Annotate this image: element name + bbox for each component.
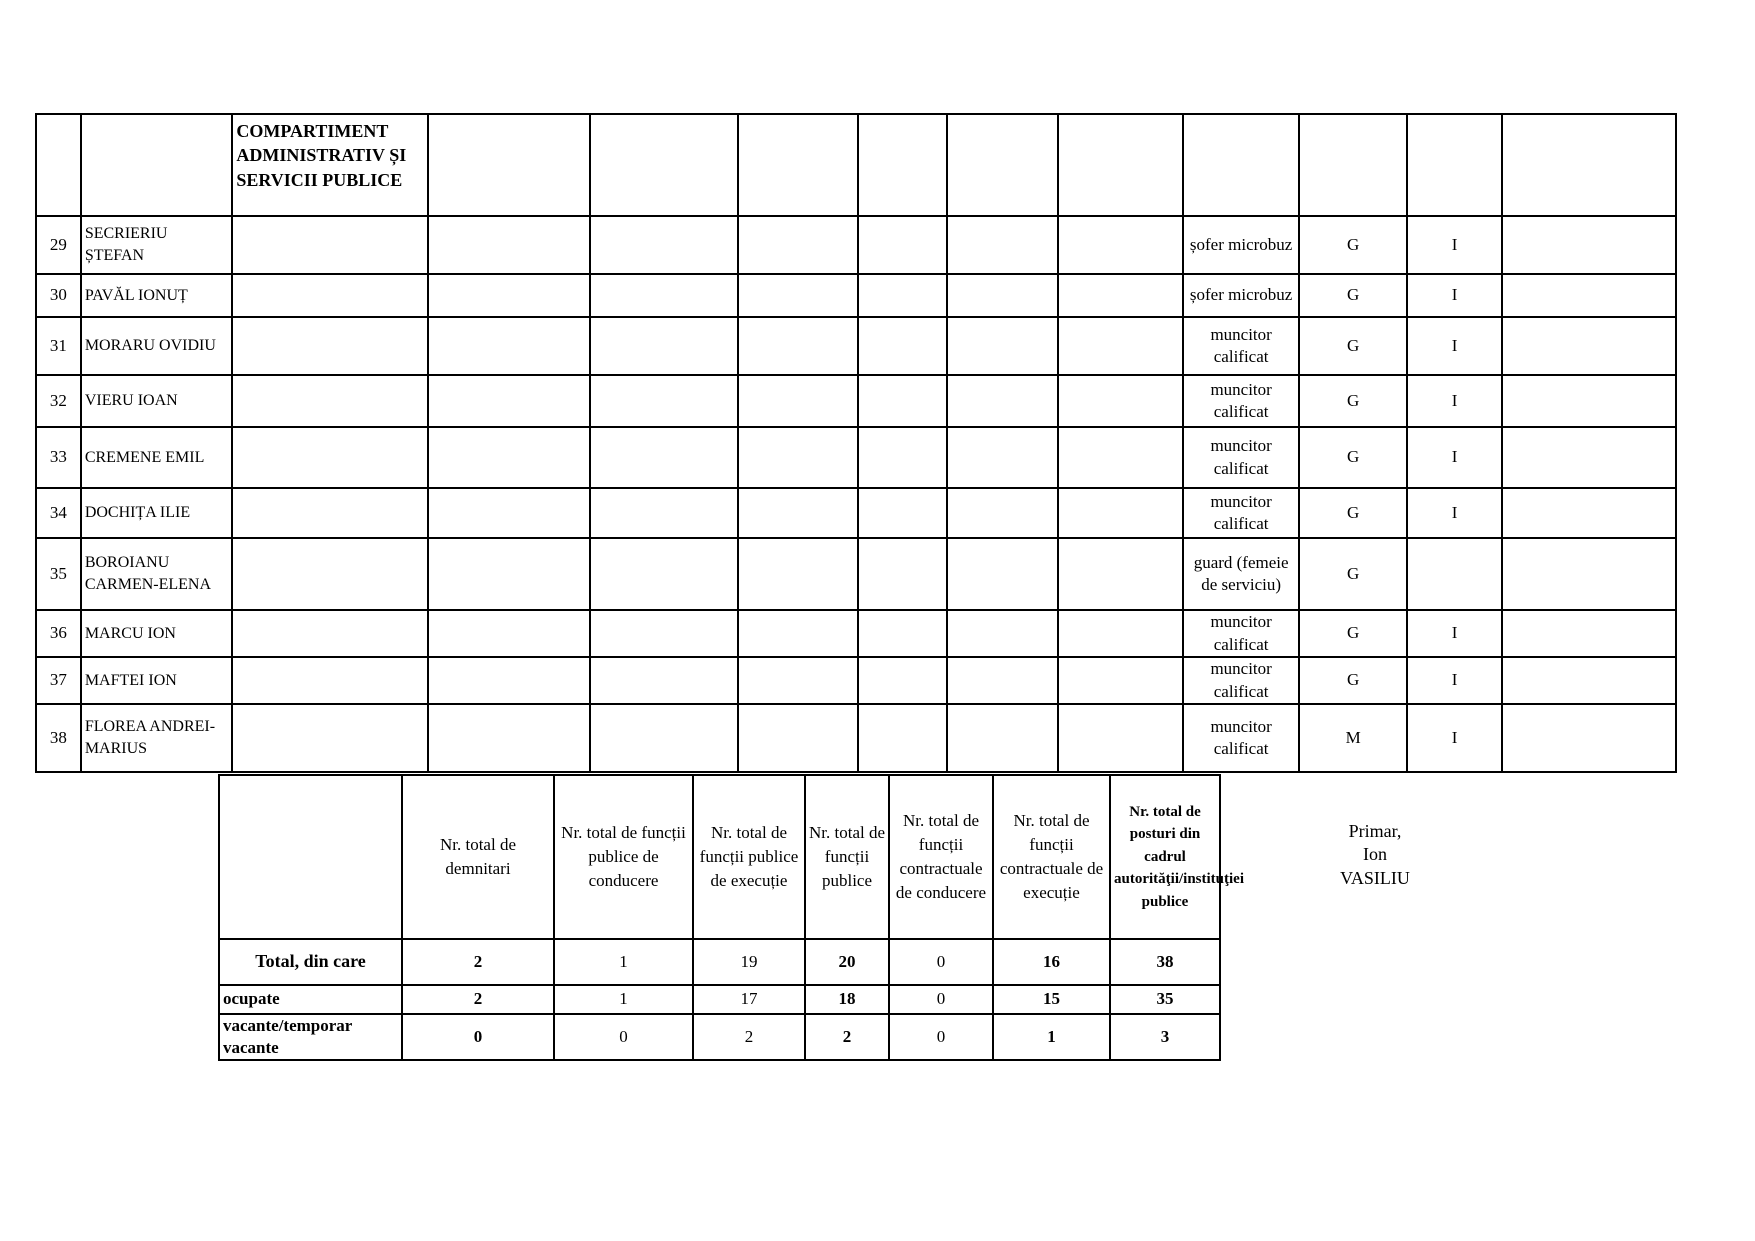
value-cell: 1 [554,985,693,1014]
employee-name: DOCHIȚA ILIE [81,488,233,538]
value-cell: 3 [1110,1014,1220,1060]
header-total-dignitaries: Nr. total de demnitari [402,775,554,939]
section-header-row [36,114,1676,216]
grade: I [1407,216,1502,274]
grade: I [1407,317,1502,375]
grade: I [1407,488,1502,538]
table-row [36,274,1676,317]
value-cell: 0 [889,939,993,985]
value-cell: 1 [554,939,693,985]
value-cell: 18 [805,985,889,1014]
summary-row-total [219,939,1220,985]
row-number: 38 [36,704,81,772]
job-title: muncitor calificat [1183,657,1299,704]
grade [1407,538,1502,610]
table-row [36,216,1676,274]
header-total-posts: Nr. total de posturi din cadrul autorităţii/instituţiei publice [1110,775,1220,939]
studies-level: G [1299,375,1407,427]
grade: I [1407,274,1502,317]
table-row [36,610,1676,657]
employee-name: FLOREA ANDREI-MARIUS [81,704,233,772]
summary-row-occupied [219,985,1220,1014]
section-title: COMPARTIMENT ADMINISTRATIV ȘI SERVICII PUBLICE [232,114,427,216]
studies-level: M [1299,704,1407,772]
row-number: 37 [36,657,81,704]
studies-level: G [1299,317,1407,375]
summary-header-row [219,775,1220,939]
row-number: 34 [36,488,81,538]
value-cell: 2 [693,1014,805,1060]
signature-first-name: Ion [1363,844,1387,865]
value-cell: 2 [805,1014,889,1060]
job-title: muncitor calificat [1183,427,1299,488]
employee-name: CREMENE EMIL [81,427,233,488]
employee-name: SECRIERIU ȘTEFAN [81,216,233,274]
value-cell: 1 [993,1014,1110,1060]
row-number: 35 [36,538,81,610]
table-row [36,538,1676,610]
row-number: 36 [36,610,81,657]
grade: I [1407,657,1502,704]
header-public-total: Nr. total de funcții publice [805,775,889,939]
row-number: 33 [36,427,81,488]
table-row [36,427,1676,488]
job-title: muncitor calificat [1183,488,1299,538]
grade: I [1407,375,1502,427]
studies-level: G [1299,427,1407,488]
header-contract-management: Nr. total de funcții contractuale de conducere [889,775,993,939]
row-number: 29 [36,216,81,274]
value-cell: 38 [1110,939,1220,985]
job-title: guard (femeie de serviciu) [1183,538,1299,610]
job-title: muncitor calificat [1183,610,1299,657]
row-label: ocupate [219,985,402,1014]
studies-level: G [1299,274,1407,317]
signature-last-name: VASILIU [1340,867,1410,888]
table-row [36,704,1676,772]
studies-level: G [1299,657,1407,704]
header-contract-execution: Nr. total de funcții contractuale de execuție [993,775,1110,939]
row-number: 31 [36,317,81,375]
employee-name: PAVĂL IONUȚ [81,274,233,317]
row-label: Total, din care [219,939,402,985]
employee-name: MORARU OVIDIU [81,317,233,375]
employee-name: MAFTEI ION [81,657,233,704]
value-cell: 35 [1110,985,1220,1014]
table-row [36,375,1676,427]
row-label: vacante/temporar vacante [219,1014,402,1060]
employee-name: MARCU ION [81,610,233,657]
header-public-execution: Nr. total de funcții publice de execuție [693,775,805,939]
grade: I [1407,704,1502,772]
table-row [36,657,1676,704]
value-cell: 15 [993,985,1110,1014]
value-cell: 0 [889,985,993,1014]
grade: I [1407,610,1502,657]
job-title: muncitor calificat [1183,317,1299,375]
value-cell: 19 [693,939,805,985]
employee-name: VIERU IOAN [81,375,233,427]
table-row [36,488,1676,538]
value-cell: 0 [554,1014,693,1060]
summary-row-vacant [219,1014,1220,1060]
job-title: șofer microbuz [1183,216,1299,274]
grade: I [1407,427,1502,488]
value-cell: 20 [805,939,889,985]
staff-table [35,113,1677,773]
header-public-management: Nr. total de funcții publice de conducere [554,775,693,939]
value-cell: 2 [402,939,554,985]
value-cell: 2 [402,985,554,1014]
studies-level: G [1299,488,1407,538]
signature-title: Primar, [1348,821,1402,841]
signature-block [1300,820,1450,890]
value-cell: 0 [402,1014,554,1060]
row-number: 32 [36,375,81,427]
table-row [36,317,1676,375]
job-title: muncitor calificat [1183,375,1299,427]
job-title: muncitor calificat [1183,704,1299,772]
job-title: șofer microbuz [1183,274,1299,317]
value-cell: 0 [889,1014,993,1060]
value-cell: 16 [993,939,1110,985]
summary-table [218,774,1244,1061]
studies-level: G [1299,538,1407,610]
employee-name: BOROIANU CARMEN-ELENA [81,538,233,610]
value-cell: 17 [693,985,805,1014]
studies-level: G [1299,610,1407,657]
row-number: 30 [36,274,81,317]
studies-level: G [1299,216,1407,274]
